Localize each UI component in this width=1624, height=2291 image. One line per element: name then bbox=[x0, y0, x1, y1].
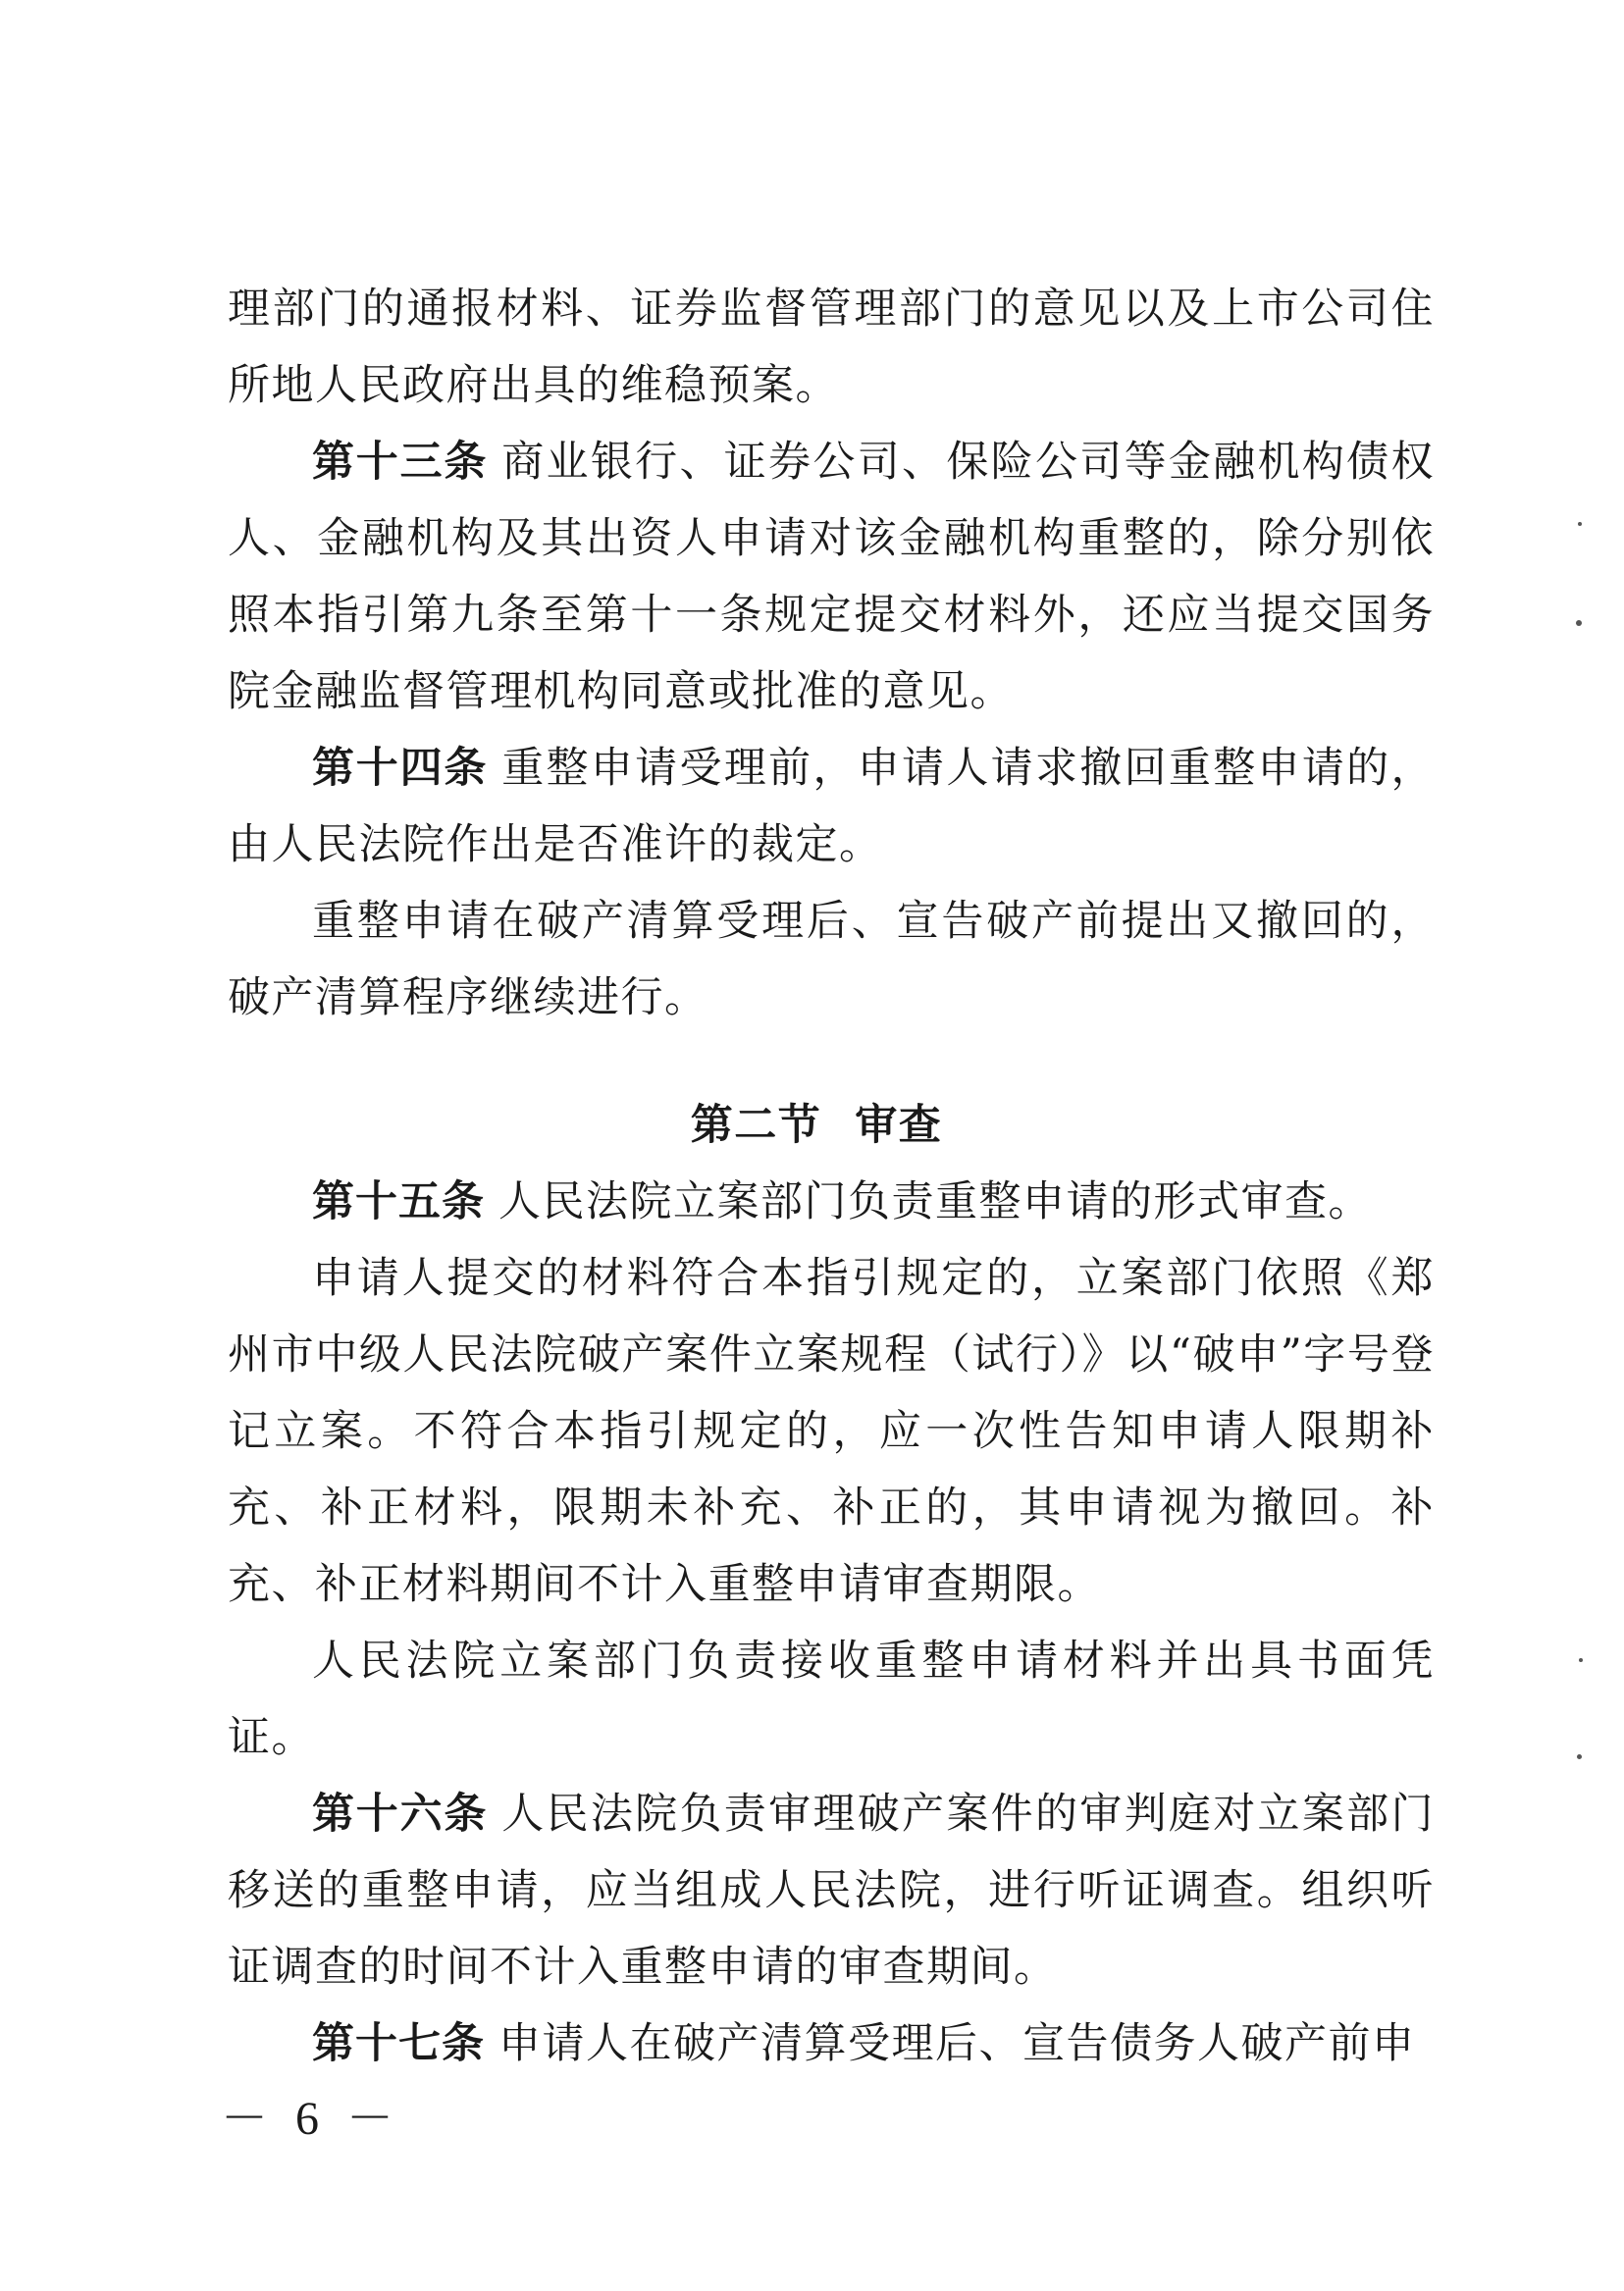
article-13 bbox=[228, 424, 1435, 730]
article-number: 第十五条 bbox=[312, 1177, 485, 1226]
article-text: 重整申请受理前，申请人请求撤回重整申请的，由人民法院作出是否准许的裁定。 bbox=[228, 744, 1435, 869]
page-number: － 6 － bbox=[221, 2093, 402, 2145]
paragraph-text: 申请人提交的材料符合本指引规定的，立案部门依照《郑州市中级人民法院破产案件立案规程（试行）》以“破申”字号登记立案。不符合本指引规定的，应一次性告知申请人限期补充、补正材料，限期未补充、补正的，其申请视为撤回。补充、补正材料期间不计入重整申请审查期限。 bbox=[228, 1254, 1435, 1609]
section-heading bbox=[228, 1087, 1435, 1164]
article-number: 第十四条 bbox=[312, 744, 489, 793]
article-text: 商业银行、证券公司、保险公司等金融机构债权人、金融机构及其出资人申请对该金融机构重整的，除分别依照本指引第九条至第十一条规定提交材料外，还应当提交国务院金融监督管理机构同意或批准的意见。 bbox=[228, 438, 1435, 716]
section-number: 第二节 bbox=[690, 1101, 822, 1150]
scan-speck bbox=[1578, 522, 1582, 526]
article-text: 人民法院负责审理破产案件的审判庭对立案部门移送的重整申请，应当组成人民法院，进行听证调查。组织听证调查的时间不计入重整申请的审查期间。 bbox=[228, 1790, 1435, 1992]
paragraph bbox=[228, 883, 1435, 1036]
article-text: 人民法院立案部门负责重整申请的形式审查。 bbox=[498, 1177, 1372, 1226]
document-body bbox=[228, 271, 1435, 2082]
scan-speck bbox=[1579, 1658, 1583, 1662]
scan-speck bbox=[1576, 620, 1582, 626]
article-number: 第十七条 bbox=[312, 2019, 485, 2068]
paragraph-text: 理部门的通报材料、证券监督管理部门的意见以及上市公司住所地人民政府出具的维稳预案。 bbox=[228, 285, 1435, 410]
article-number: 第十三条 bbox=[312, 438, 489, 487]
paragraph-text: 重整申请在破产清算受理后、宣告破产前提出又撤回的，破产清算程序继续进行。 bbox=[228, 897, 1435, 1022]
paragraph-continuation bbox=[228, 271, 1435, 424]
scan-speck bbox=[1577, 1754, 1582, 1759]
article-number: 第十六条 bbox=[312, 1790, 489, 1839]
article-15 bbox=[228, 1164, 1435, 1240]
article-16 bbox=[228, 1776, 1435, 2005]
article-17 bbox=[228, 2005, 1435, 2082]
paragraph-text: 人民法院立案部门负责接收重整申请材料并出具书面凭证。 bbox=[228, 1637, 1435, 1762]
article-text: 申请人在破产清算受理后、宣告债务人破产前申 bbox=[498, 2019, 1416, 2068]
paragraph bbox=[228, 1623, 1435, 1776]
paragraph bbox=[228, 1240, 1435, 1623]
article-14 bbox=[228, 730, 1435, 883]
section-title-text: 审查 bbox=[855, 1101, 943, 1150]
